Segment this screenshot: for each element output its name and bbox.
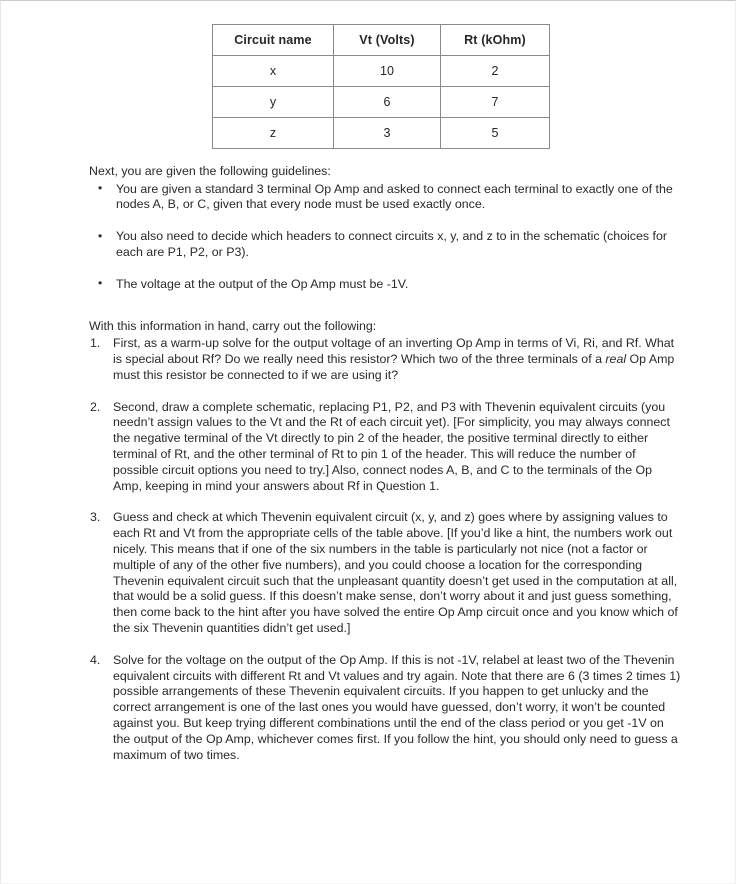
table-row (213, 56, 550, 87)
task-number: 1. (90, 336, 101, 351)
cell-rt: 5 (441, 118, 550, 149)
task-item-2 (89, 400, 681, 495)
cell-rt: 7 (441, 87, 550, 118)
task-item-4 (89, 653, 681, 764)
table-row (213, 87, 550, 118)
task-number: 2. (90, 399, 101, 414)
cell-circuit-name: z (213, 118, 334, 149)
guidelines-intro: Next, you are given the following guidelines: (89, 164, 331, 178)
cell-vt: 10 (334, 56, 441, 87)
guideline-text: The voltage at the output of the Op Amp must be -1V. (116, 276, 409, 291)
table-header-row (213, 25, 550, 56)
task-text-emphasis: real (605, 351, 627, 366)
task-text-part-b: Op Amp must this resistor be connected to if we are using it? (113, 351, 675, 382)
column-header-rt: Rt (kOhm) (441, 25, 550, 56)
guidelines-list (89, 182, 681, 293)
task-text: Solve for the voltage on the output of the Op Amp. If this is not -1V, relabel at least two of the Thevenin equivalent circuits with different Rt and Vt values and try again. Note that there are 6 (3 times 2 times 1) possible arrangements of these Thevenin equivalent circuits. If you happen to get unlucky and the correct arrangement is one of the last ones you would have guessed, don’t worry, it won’t be counted against you. But keep trying different combinations until the end of the class period or you get -1V on the output of the Op Amp, whichever comes first. If you follow the hint, you should only need to guess a maximum of two times. (113, 652, 681, 762)
guideline-item (89, 277, 681, 293)
column-header-vt: Vt (Volts) (334, 25, 441, 56)
table-body (213, 56, 550, 149)
cell-vt: 3 (334, 118, 441, 149)
task-text: Guess and check at which Thevenin equivalent circuit (x, y, and z) goes where by assigning values to each Rt and Vt from the appropriate cells of the table above. [If you’d like a hint, the numbers work out nicely. This means that if one of the six numbers in the table is particularly not nice (not a factor or multiple of any of the other five numbers), and you could choose a location for the corresponding Thevenin equivalent circuit such that the unpleasant quantity doesn’t get used in the computation at all, that would be a solid guess. If this doesn’t make sense, don’t worry about it and just guess something, then come back to the hint after you have solved the entire Op Amp circuit once and you know which of the six Thevenin quantities didn’t get used.] (113, 510, 678, 635)
circuit-parameters-table (212, 24, 550, 149)
guideline-text: You are given a standard 3 terminal Op Amp and asked to connect each terminal to exactly one of the nodes A, B, or C, given that every node must be used exactly once. (116, 181, 673, 212)
guideline-text: You also need to decide which headers to connect circuits x, y, and z to in the schematic (choices for each are P1, P2, or P3). (116, 229, 667, 259)
cell-rt: 2 (441, 56, 550, 87)
task-number: 4. (90, 652, 101, 667)
task-text: Second, draw a complete schematic, replacing P1, P2, and P3 with Thevenin equivalent circuits (you needn’t assign values to the Vt and the Rt of each circuit yet). [For simplicity, you may always connect the negative terminal of the Vt directly to pin 2 of the header, the positive terminal directly to either terminal of Rt, and the other terminal of Rt to pin 1 of the header. This will reduce the number of possible circuit options you need to try.] Also, connect nodes A, B, and C to the terminals of the Op Amp, keeping in mind your answers about Rf in Question 1. (113, 399, 670, 493)
table-row (213, 118, 550, 149)
bullet-icon: • (98, 276, 103, 291)
bullet-icon: • (98, 181, 103, 196)
bullet-icon: • (98, 228, 103, 243)
tasks-intro: With this information in hand, carry out the following: (89, 318, 377, 333)
guideline-item (89, 229, 681, 261)
guideline-item (89, 182, 681, 214)
task-item-3 (89, 510, 681, 636)
table-header (213, 25, 550, 56)
column-header-circuit-name: Circuit name (213, 25, 334, 56)
circuit-parameters-table-container (212, 24, 550, 149)
task-item-1 (89, 336, 681, 383)
task-text-part-a: First, as a warm-up solve for the output voltage of an inverting Op Amp in terms of Vi, Ri, and Rf. What is special about Rf? Do we really need this resistor? Which two of the three terminals of a (113, 336, 675, 366)
document-body (89, 164, 681, 763)
tasks-list (89, 336, 681, 763)
cell-circuit-name: x (213, 56, 334, 87)
cell-vt: 6 (334, 87, 441, 118)
cell-circuit-name: y (213, 87, 334, 118)
task-number: 3. (90, 510, 101, 525)
